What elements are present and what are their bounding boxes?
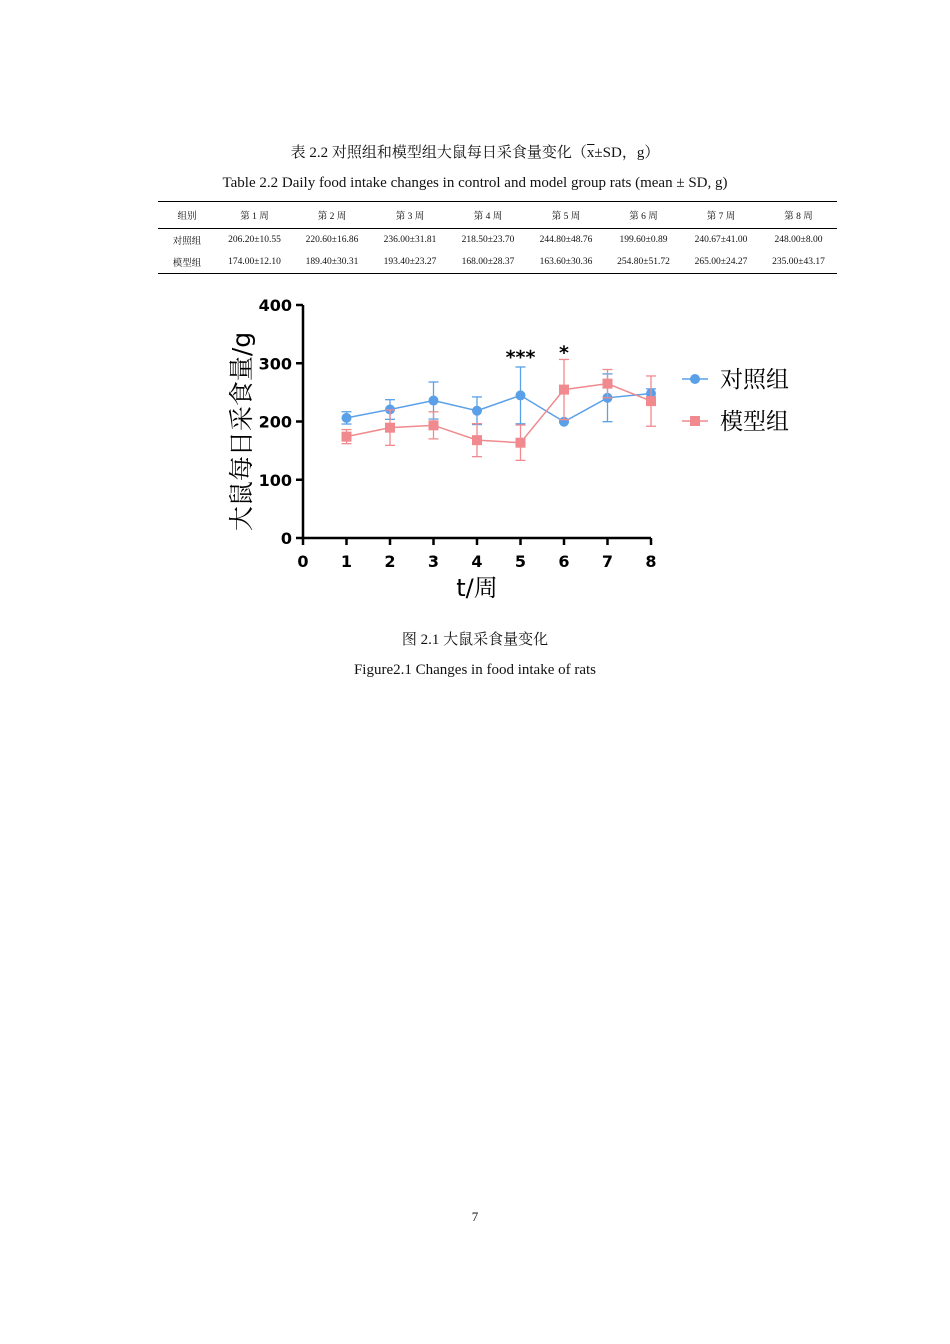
x-tick-label: 3 (427, 552, 440, 571)
header-week-1: 第 1 周 (240, 212, 269, 222)
header-week-5: 第 5 周 (551, 212, 581, 222)
data-point (646, 396, 656, 406)
table-title-cn: 表 2.2 对照组和模型组大鼠每日采食量变化（$\overline{x}\pm SD$，g） (290, 145, 660, 161)
y-tick-label: 0 (280, 529, 292, 548)
table-row-control (158, 229, 837, 252)
legend-label: 模型组 (720, 409, 789, 435)
data-point (472, 406, 482, 416)
legend-label: 对照组 (720, 367, 789, 393)
table-cell: 236.00±31.81 (383, 235, 437, 245)
legend-marker (690, 416, 700, 426)
header-week-8: 第 8 周 (784, 212, 813, 222)
table-cell: 199.60±0.89 (619, 235, 668, 245)
table-cell: 220.60±16.86 (305, 235, 359, 245)
figure-caption-cn: 图 2.1 大鼠采食量变化 (401, 632, 549, 648)
figure-caption-en: Figure2.1 Changes in food intake of rats (353, 662, 597, 678)
x-axis-title: t/周 (456, 574, 498, 602)
x-tick-label: 2 (384, 552, 396, 571)
significance-label: *** (505, 346, 536, 369)
table-cell: 对照组 (172, 237, 202, 247)
table-cell: 168.00±28.37 (461, 257, 515, 267)
y-axis-title: 大鼠每日采食量/g (227, 331, 256, 532)
data-point (472, 435, 482, 445)
data-table (158, 201, 837, 274)
header-week-4: 第 4 周 (473, 212, 503, 222)
table-cell: 206.20±10.55 (228, 235, 281, 245)
table-cell: 240.67±41.00 (694, 235, 748, 245)
data-point (342, 413, 352, 423)
table-cell: 235.00±43.17 (772, 257, 825, 267)
significance-label: * (559, 341, 569, 364)
header-week-7: 第 7 周 (706, 212, 736, 222)
y-tick-label: 400 (258, 296, 292, 315)
data-point (429, 420, 439, 430)
header-week-6: 第 6 周 (629, 212, 658, 222)
table-cell: 244.80±48.76 (539, 235, 593, 245)
header-week-2: 第 2 周 (317, 212, 347, 222)
legend-marker (690, 374, 700, 384)
data-point (385, 423, 395, 433)
x-tick-label: 8 (645, 552, 657, 571)
x-tick-label: 7 (601, 552, 614, 571)
y-tick-label: 300 (258, 354, 292, 374)
food-intake-chart (210, 290, 820, 610)
header-week-3: 第 3 周 (395, 212, 425, 222)
table-cell: 174.00±12.10 (228, 257, 281, 267)
table-header-row (158, 202, 837, 229)
table-title-en: Table 2.2 Daily food intake changes in control and model group rats (mean ± SD, g) (222, 175, 728, 191)
table-cell: 218.50±23.70 (461, 235, 515, 245)
x-bar-symbol: $\overline{x}$ (586, 145, 595, 161)
x-tick-label: 5 (514, 552, 527, 571)
table-cell: 模型组 (172, 259, 202, 269)
y-tick-label: 200 (258, 412, 292, 432)
data-point (516, 390, 526, 400)
x-tick-label: 0 (297, 552, 309, 571)
data-point (429, 396, 439, 406)
table-cell: 248.00±8.00 (774, 235, 823, 245)
table-cell: 163.60±30.36 (539, 257, 593, 267)
x-tick-label: 6 (558, 552, 570, 571)
data-point (516, 438, 526, 448)
data-point (603, 379, 613, 389)
table-cell: 189.40±30.31 (305, 257, 359, 267)
table-cell: 193.40±23.27 (383, 257, 437, 267)
x-tick-label: 1 (340, 552, 353, 571)
y-tick-label: 100 (258, 470, 292, 490)
table-cell: 254.80±51.72 (617, 257, 670, 267)
header-group: 组别 (177, 212, 197, 222)
data-point (342, 432, 352, 442)
page-number: 7 (471, 1209, 479, 1224)
table-row-model (158, 251, 837, 274)
x-tick-label: 4 (471, 552, 483, 571)
data-point (559, 385, 569, 395)
table-cell: 265.00±24.27 (694, 257, 748, 267)
